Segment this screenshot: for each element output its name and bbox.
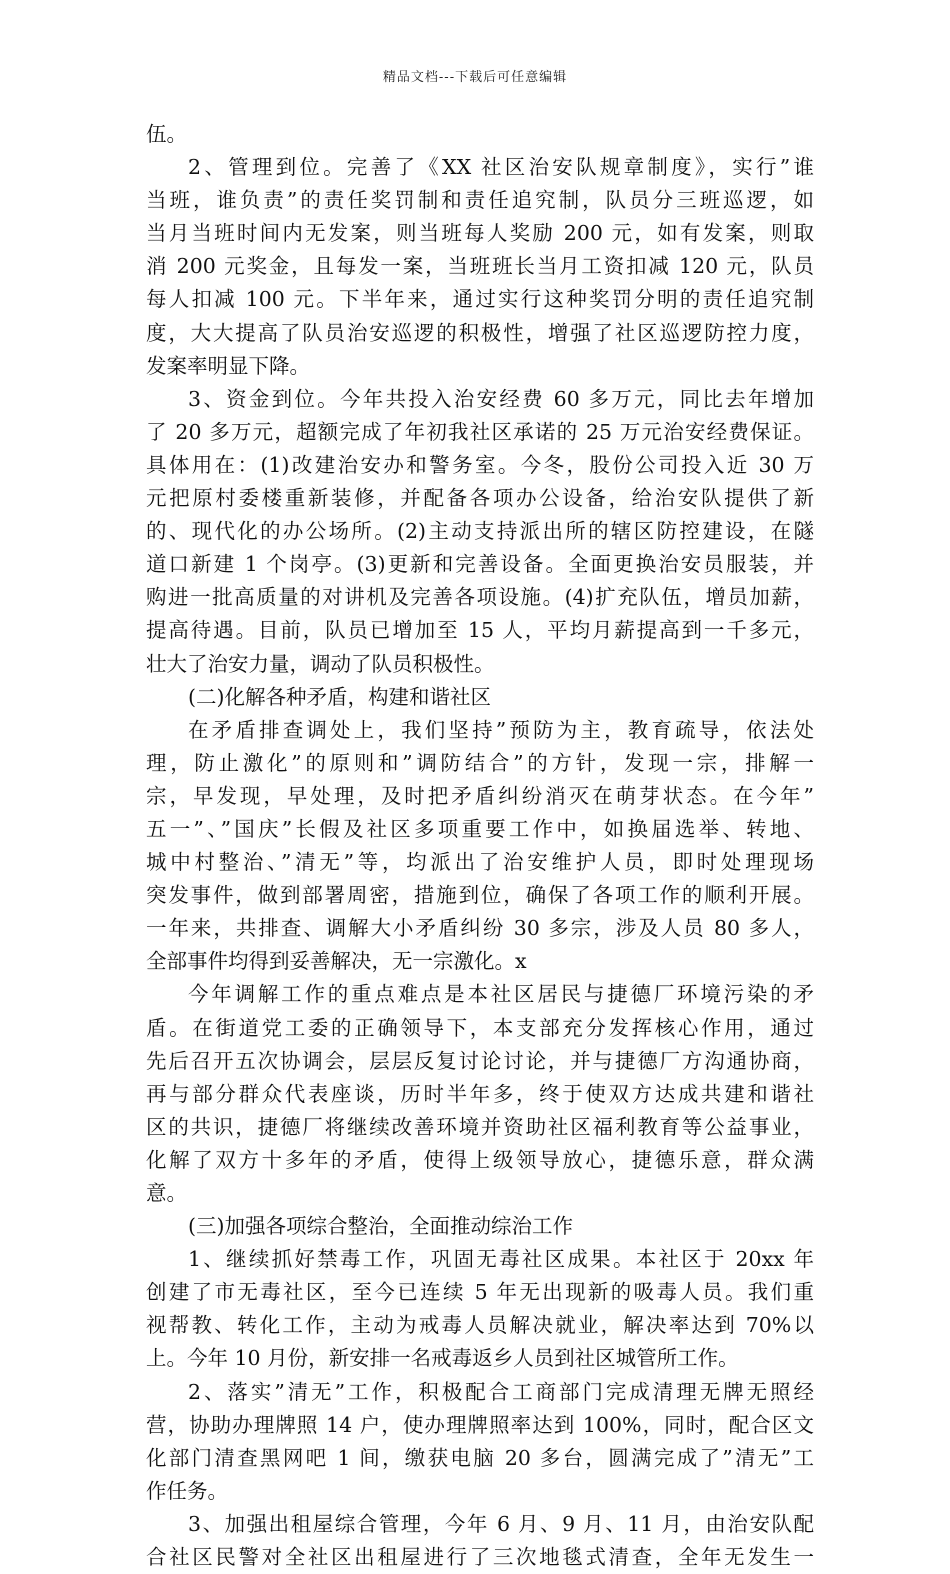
- text-line: 提高待遇。目前，队员已增加至 15 人，平均月薪提高到一千多元，: [146, 618, 814, 643]
- text-line: 化部门清查黑网吧 1 间，缴获电脑 20 多台，圆满完成了”清无”工: [146, 1445, 814, 1470]
- text-line: 当班，谁负责”的责任奖罚制和责任追究制，队员分三班巡逻，如: [146, 188, 814, 213]
- text-line: 作任务。: [146, 1478, 228, 1503]
- text-line: 3、加强出租屋综合管理，今年 6 月、9 月、11 月，由治安队配: [188, 1511, 814, 1536]
- text-line: 上。今年 10 月份，新安排一名戒毒返乡人员到社区城管所工作。: [146, 1346, 739, 1371]
- text-line: 的、现代化的办公场所。(2)主动支持派出所的辖区防控建设，在隧: [146, 519, 814, 544]
- text-line: 先后召开五次协调会，层层反复讨论讨论，并与捷德厂方沟通协商，: [146, 1048, 814, 1073]
- text-line: 伍。: [146, 122, 187, 146]
- text-line: 发案率明显下降。: [146, 353, 310, 378]
- page-header: 精品文档---下载后可任意编辑: [382, 70, 568, 85]
- text-line: 视帮教、转化工作，主动为戒毒人员解决就业，解决率达到 70%以: [146, 1313, 814, 1338]
- text-line: 每人扣减 100 元。下半年来，通过实行这种奖罚分明的责任追究制: [146, 287, 814, 312]
- text-line: 创建了市无毒社区，至今已连续 5 年无出现新的吸毒人员。我们重: [146, 1280, 814, 1305]
- text-line: (三)加强各项综合整治，全面推动综治工作: [188, 1214, 573, 1239]
- text-line: 壮大了治安力量，调动了队员积极性。: [146, 651, 495, 676]
- text-line: 区的共识，捷德厂将继续改善环境并资助社区福利教育等公益事业，: [146, 1114, 814, 1139]
- text-line: 突发事件，做到部署周密，措施到位，确保了各项工作的顺利开展。: [146, 883, 814, 908]
- text-line: 购进一批高质量的对讲机及完善各项设施。(4)扩充队伍，增员加薪，: [146, 585, 814, 610]
- text-line: 五一”、”国庆”长假及社区多项重要工作中，如换届选举、转地、: [146, 816, 814, 841]
- text-line: 2、落实”清无”工作，积极配合工商部门完成清理无牌无照经: [188, 1379, 814, 1404]
- text-line: 理，防止激化”的原则和”调防结合”的方针，发现一宗，排解一: [146, 750, 814, 775]
- text-line: 营，协助办理牌照 14 户，使办理牌照率达到 100%，同时，配合区文: [146, 1412, 814, 1437]
- text-line: 合社区民警对全社区出租屋进行了三次地毯式清查，全年无发生一: [146, 1545, 814, 1570]
- document-body: [146, 118, 814, 1574]
- text-line: 具体用在：(1)改建治安办和警务室。今冬，股份公司投入近 30 万: [146, 452, 814, 477]
- text-line: 消 200 元奖金，且每发一案，当班班长当月工资扣减 120 元，队员: [146, 254, 814, 279]
- text-line: 在矛盾排查调处上，我们坚持”预防为主，教育疏导，依法处: [188, 717, 814, 742]
- text-line: 盾。在街道党工委的正确领导下，本支部充分发挥核心作用，通过: [146, 1015, 814, 1040]
- text-line: 宗，早发现，早处理，及时把矛盾纠纷消灭在萌芽状态。在今年”: [146, 783, 814, 808]
- text-line: 道口新建 1 个岗亭。(3)更新和完善设备。全面更换治安员服装，并: [146, 552, 814, 577]
- text-line: 3、资金到位。今年共投入治安经费 60 多万元，同比去年增加: [188, 386, 814, 411]
- text-line: 再与部分群众代表座谈，历时半年多，终于使双方达成共建和谐社: [146, 1081, 814, 1106]
- text-line: 全部事件均得到妥善解决，无一宗激化。x: [146, 949, 527, 974]
- text-line: 意。: [146, 1181, 187, 1205]
- text-line: 元把原村委楼重新装修，并配备各项办公设备，给治安队提供了新: [146, 486, 814, 511]
- text-line: 当月当班时间内无发案，则当班每人奖励 200 元，如有发案，则取: [146, 221, 814, 246]
- text-line: 今年调解工作的重点难点是本社区居民与捷德厂环境污染的矛: [188, 982, 814, 1007]
- text-line: 了 20 多万元，超额完成了年初我社区承诺的 25 万元治安经费保证。: [146, 419, 814, 444]
- text-line: 一年来，共排查、调解大小矛盾纠纷 30 多宗，涉及人员 80 多人，: [146, 916, 814, 941]
- text-line: 2、管理到位。完善了《XX 社区治安队规章制度》，实行”谁: [188, 155, 814, 180]
- text-line: 度，大大提高了队员治安巡逻的积极性，增强了社区巡逻防控力度，: [146, 320, 814, 345]
- text-line: (二)化解各种矛盾，构建和谐社区: [188, 684, 491, 709]
- text-line: 化解了双方十多年的矛盾，使得上级领导放心，捷德乐意，群众满: [146, 1147, 814, 1172]
- text-line: 城中村整治、”清无”等，均派出了治安维护人员，即时处理现场: [146, 850, 814, 875]
- text-line: 1、继续抓好禁毒工作，巩固无毒社区成果。本社区于 20xx 年: [188, 1247, 814, 1272]
